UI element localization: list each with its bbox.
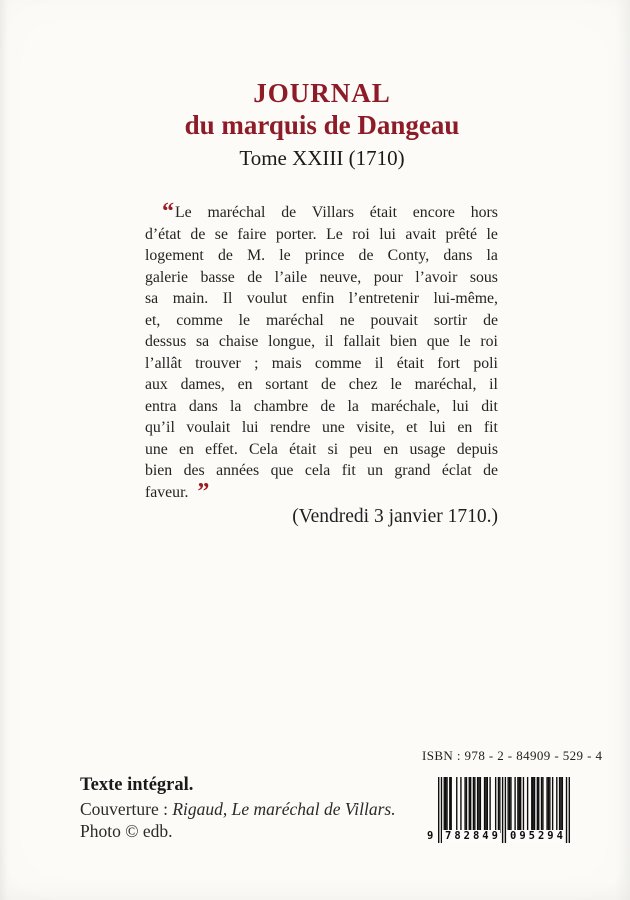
quote-attribution: (Vendredi 3 janvier 1710.) <box>292 506 498 527</box>
quote-line: “ Le maréchal de Villars était encore hors <box>145 202 498 224</box>
quote-line: et, comme le maréchal ne pouvait sortir de <box>145 311 498 329</box>
photo-credit-line: Photo © edb. <box>80 821 173 841</box>
texte-integral-line: Texte intégral. <box>80 775 194 795</box>
book-subtitle: du marquis de Dangeau <box>184 110 460 140</box>
footer-credits <box>80 772 410 842</box>
quote-block <box>145 202 498 529</box>
barcode-digit-left: 9 <box>427 830 434 842</box>
isbn-label: ISBN : 978 - 2 - 84909 - 529 - 4 <box>422 748 603 763</box>
quote-line: d’état de se faire porter. Le roi lui avait prêté le <box>145 225 498 243</box>
volume-line: Tome XXIII (1710) <box>239 146 405 170</box>
cover-credit-title: Rigaud, Le maréchal de Villars. <box>172 799 396 819</box>
quote-line: bien des années que cela fit un grand éclat de <box>145 462 498 479</box>
cover-credit-prefix: Couverture : <box>80 799 173 819</box>
barcode <box>427 777 573 843</box>
quote-line: galerie basse de l’aile neuve, pour l’avoir sous <box>145 268 498 286</box>
quote-line: faveur. ” <box>145 482 498 504</box>
quote-lines <box>145 202 498 503</box>
quote-line: logement de M. le prince de Conty, dans la <box>145 247 498 264</box>
closing-quote-mark: ” <box>197 481 209 503</box>
opening-quote-mark: “ <box>162 202 173 224</box>
quote-line: sa main. Il voulut enfin l’entretenir lui-même, <box>145 290 498 307</box>
quote-line: une en effet. Cela était si peu en usage depuis <box>145 440 498 458</box>
cover-credit-line <box>80 798 410 820</box>
quote-line: qu’il voulait lui rendre une visite, et lui en fit <box>145 419 498 436</box>
quote-line: dessus sa chaise longue, il fallait bien que le roi <box>145 333 498 350</box>
quote-line: entra dans la chambre de la maréchale, lui dit <box>145 397 498 415</box>
barcode-digits-group2: 095294 <box>507 830 565 843</box>
book-title: JOURNAL <box>253 78 391 108</box>
quote-line: l’allât trouver ; mais comme il était fort poli <box>145 354 498 372</box>
title-block <box>138 78 506 171</box>
quote-line: aux dames, en sortant de chez le maréchal, il <box>145 376 498 393</box>
barcode-digits-group1: 782849 <box>442 830 500 843</box>
